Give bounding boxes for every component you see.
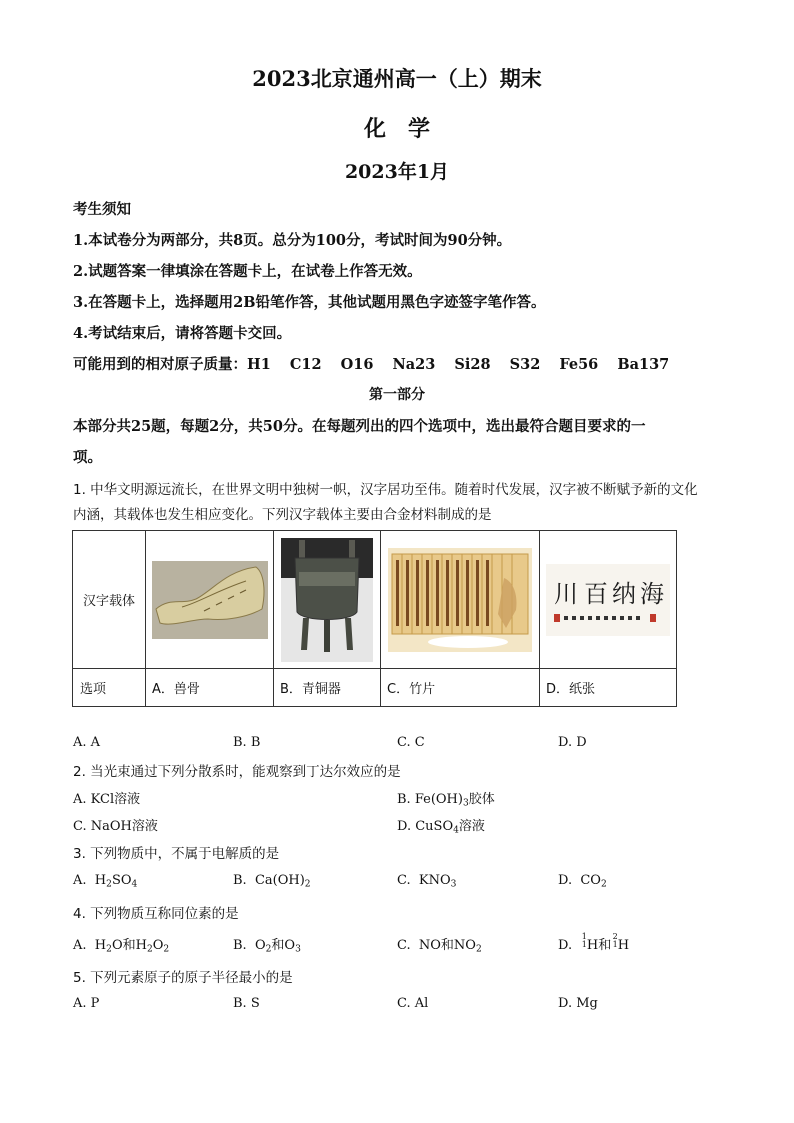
q4-a-s2: 2 xyxy=(146,944,153,955)
q1-choice-d[interactable]: D. D xyxy=(558,735,587,750)
q4-d-el2: H xyxy=(617,938,630,953)
paper-calligraphy-image xyxy=(546,564,670,636)
q1-stem-line2: 内涵，其载体也发生相应变化。下列汉字载体主要由合金材料制成的是 xyxy=(73,507,492,523)
q4-a-label: A. xyxy=(73,938,87,953)
q4-d-iso1 xyxy=(580,932,587,949)
q2-b-post: 胶体 xyxy=(468,792,495,807)
q1-img-cell-b xyxy=(274,531,381,669)
atomic-mass-c: C12 xyxy=(289,356,322,373)
atomic-mass-h: H1 xyxy=(247,356,271,373)
q3-choice-a[interactable] xyxy=(73,873,137,888)
q5-choice-b[interactable]: B. S xyxy=(233,996,260,1011)
q4-choice-c[interactable] xyxy=(397,934,482,953)
q3-b-label: B. xyxy=(233,873,247,888)
q2-d-text: D. CuSO xyxy=(397,819,454,834)
q4-a-f3: O xyxy=(152,938,164,953)
q4-stem: 4. 下列物质互称同位素的是 xyxy=(73,906,239,922)
q1-choice-b[interactable]: B. B xyxy=(233,735,261,750)
q3-a-f1: H xyxy=(94,873,107,888)
atomic-mass-fe: Fe56 xyxy=(559,356,599,373)
q4-c-label: C. xyxy=(397,938,411,953)
q4-b-f2: 和O xyxy=(271,938,296,953)
q1-option-c: C．竹片 xyxy=(381,669,540,707)
exam-date: 2023年1月 xyxy=(344,161,450,183)
q1-img-cell-a xyxy=(146,531,274,669)
q1-stem-line1: 1. 中华文明源远流长，在世界文明中独树一帜，汉字居功至伟。随着时代发展，汉字被不断赋予新的文化 xyxy=(73,482,698,498)
q3-d-f1: CO xyxy=(580,873,601,888)
q4-a-f2: O和H xyxy=(111,938,147,953)
q4-a-s1: 2 xyxy=(106,944,112,955)
q2-d-sub: 4 xyxy=(453,825,459,836)
q4-d-num1: 1 xyxy=(581,939,587,949)
q3-choice-d[interactable] xyxy=(558,873,607,888)
q2-b-sub: 3 xyxy=(462,798,469,809)
q2-stem: 2. 当光束通过下列分散系时，能观察到丁达尔效应的是 xyxy=(73,764,401,780)
q4-choice-a[interactable] xyxy=(73,934,169,953)
part1-heading: 第一部分 xyxy=(369,387,425,403)
q3-c-f1: KNO xyxy=(418,873,451,888)
q2-d-post: 溶液 xyxy=(458,819,485,834)
q5-stem: 5. 下列元素原子的原子半径最小的是 xyxy=(73,970,293,986)
atomic-mass-label: 可能用到的相对原子质量： xyxy=(73,356,247,373)
q3-stem: 3. 下列物质中，不属于电解质的是 xyxy=(73,846,280,862)
q4-d-num2: 1 xyxy=(612,939,618,949)
q4-d-and: 和 xyxy=(598,938,612,953)
exam-title: 2023北京通州高一（上）期末 xyxy=(252,66,542,91)
q1-img-cell-c xyxy=(381,531,540,669)
notice-heading: 考生须知 xyxy=(73,201,131,218)
q4-choice-b[interactable] xyxy=(233,934,301,953)
notice-item-2: 2.试题答案一律填涂在答题卡上，在试卷上作答无效。 xyxy=(73,263,422,280)
q5-choice-a[interactable]: A. P xyxy=(73,996,100,1011)
q2-choice-c[interactable]: C. NaOH溶液 xyxy=(73,819,158,834)
calligraphy-char-2: 纳 xyxy=(612,579,636,608)
q2-choice-a[interactable]: A. KCl溶液 xyxy=(73,792,141,807)
q4-b-f1: O xyxy=(254,938,266,953)
q4-c-f1: NO和NO xyxy=(418,938,476,953)
calligraphy-char-3: 百 xyxy=(584,579,608,608)
bamboo-slips-image xyxy=(388,548,532,652)
q1-choice-a[interactable]: A. A xyxy=(73,735,101,750)
q4-b-s1: 2 xyxy=(265,944,272,955)
atomic-mass-o: O16 xyxy=(340,356,374,373)
q4-a-s3: 2 xyxy=(163,944,170,955)
part1-instruction-2: 项。 xyxy=(73,449,102,466)
q3-d-s1: 2 xyxy=(600,879,607,890)
q4-d-iso2 xyxy=(611,932,618,949)
q1-option-d: D．纸张 xyxy=(540,669,677,707)
q3-c-s1: 3 xyxy=(450,879,457,890)
q3-choice-c[interactable] xyxy=(397,873,456,888)
q4-b-s2: 3 xyxy=(295,944,301,955)
q2-choice-d[interactable] xyxy=(397,815,485,834)
q4-d-mass2: 2 xyxy=(612,932,618,942)
bronze-vessel-image xyxy=(281,538,373,662)
q3-a-s2: 4 xyxy=(131,879,138,890)
atomic-mass-ba: Ba137 xyxy=(617,356,670,373)
notice-item-4: 4.考试结束后，请将答题卡交回。 xyxy=(73,325,292,342)
q1-option-b: B．青铜器 xyxy=(274,669,381,707)
q4-choice-d[interactable] xyxy=(558,934,629,953)
subject-title: 化 学 xyxy=(363,116,430,142)
atomic-mass-s: S32 xyxy=(509,356,541,373)
q1-img-cell-d xyxy=(540,531,677,669)
part1-instruction-1: 本部分共25题，每题2分，共50分。在每题列出的四个选项中，选出最符合题目要求的一 xyxy=(73,418,646,435)
q4-a-f1: H xyxy=(94,938,107,953)
notice-item-1: 1.本试卷分为两部分，共8页。总分为100分，考试时间为90分钟。 xyxy=(73,232,512,249)
q3-d-label: D. xyxy=(558,873,573,888)
q4-c-s1: 2 xyxy=(475,944,482,955)
q3-choice-b[interactable] xyxy=(233,873,311,888)
q3-a-label: A. xyxy=(73,873,87,888)
q1-carrier-table xyxy=(72,530,677,707)
q1-option-a: A．兽骨 xyxy=(146,669,274,707)
q1-row-label-option: 选项 xyxy=(73,669,146,707)
calligraphy-char-1: 海 xyxy=(640,579,664,608)
atomic-mass-si: Si28 xyxy=(454,356,491,373)
animal-bone-image xyxy=(152,561,268,639)
q4-d-mass1: 1 xyxy=(581,932,587,942)
q3-c-label: C. xyxy=(397,873,411,888)
notice-item-3: 3.在答题卡上，选择题用2B铅笔作答，其他试题用黑色字迹签字笔作答。 xyxy=(73,294,546,311)
q1-choice-c[interactable]: C. C xyxy=(397,735,425,750)
q2-b-text: B. Fe(OH) xyxy=(397,792,463,807)
q4-d-label: D. xyxy=(558,938,573,953)
q1-row-label-carrier: 汉字载体 xyxy=(73,531,146,669)
q5-choice-c[interactable]: C. Al xyxy=(397,996,429,1011)
calligraphy-char-4: 川 xyxy=(554,579,578,608)
q4-d-el1: H xyxy=(586,938,599,953)
q3-a-f2: SO xyxy=(111,873,132,888)
q3-a-s1: 2 xyxy=(106,879,112,890)
q3-b-f1: Ca(OH) xyxy=(254,873,305,888)
q5-choice-d[interactable]: D. Mg xyxy=(558,996,598,1011)
q2-choice-b[interactable] xyxy=(397,788,495,807)
atomic-mass-line xyxy=(73,353,669,374)
atomic-mass-na: Na23 xyxy=(392,356,436,373)
q3-b-s1: 2 xyxy=(304,879,311,890)
q4-b-label: B. xyxy=(233,938,247,953)
